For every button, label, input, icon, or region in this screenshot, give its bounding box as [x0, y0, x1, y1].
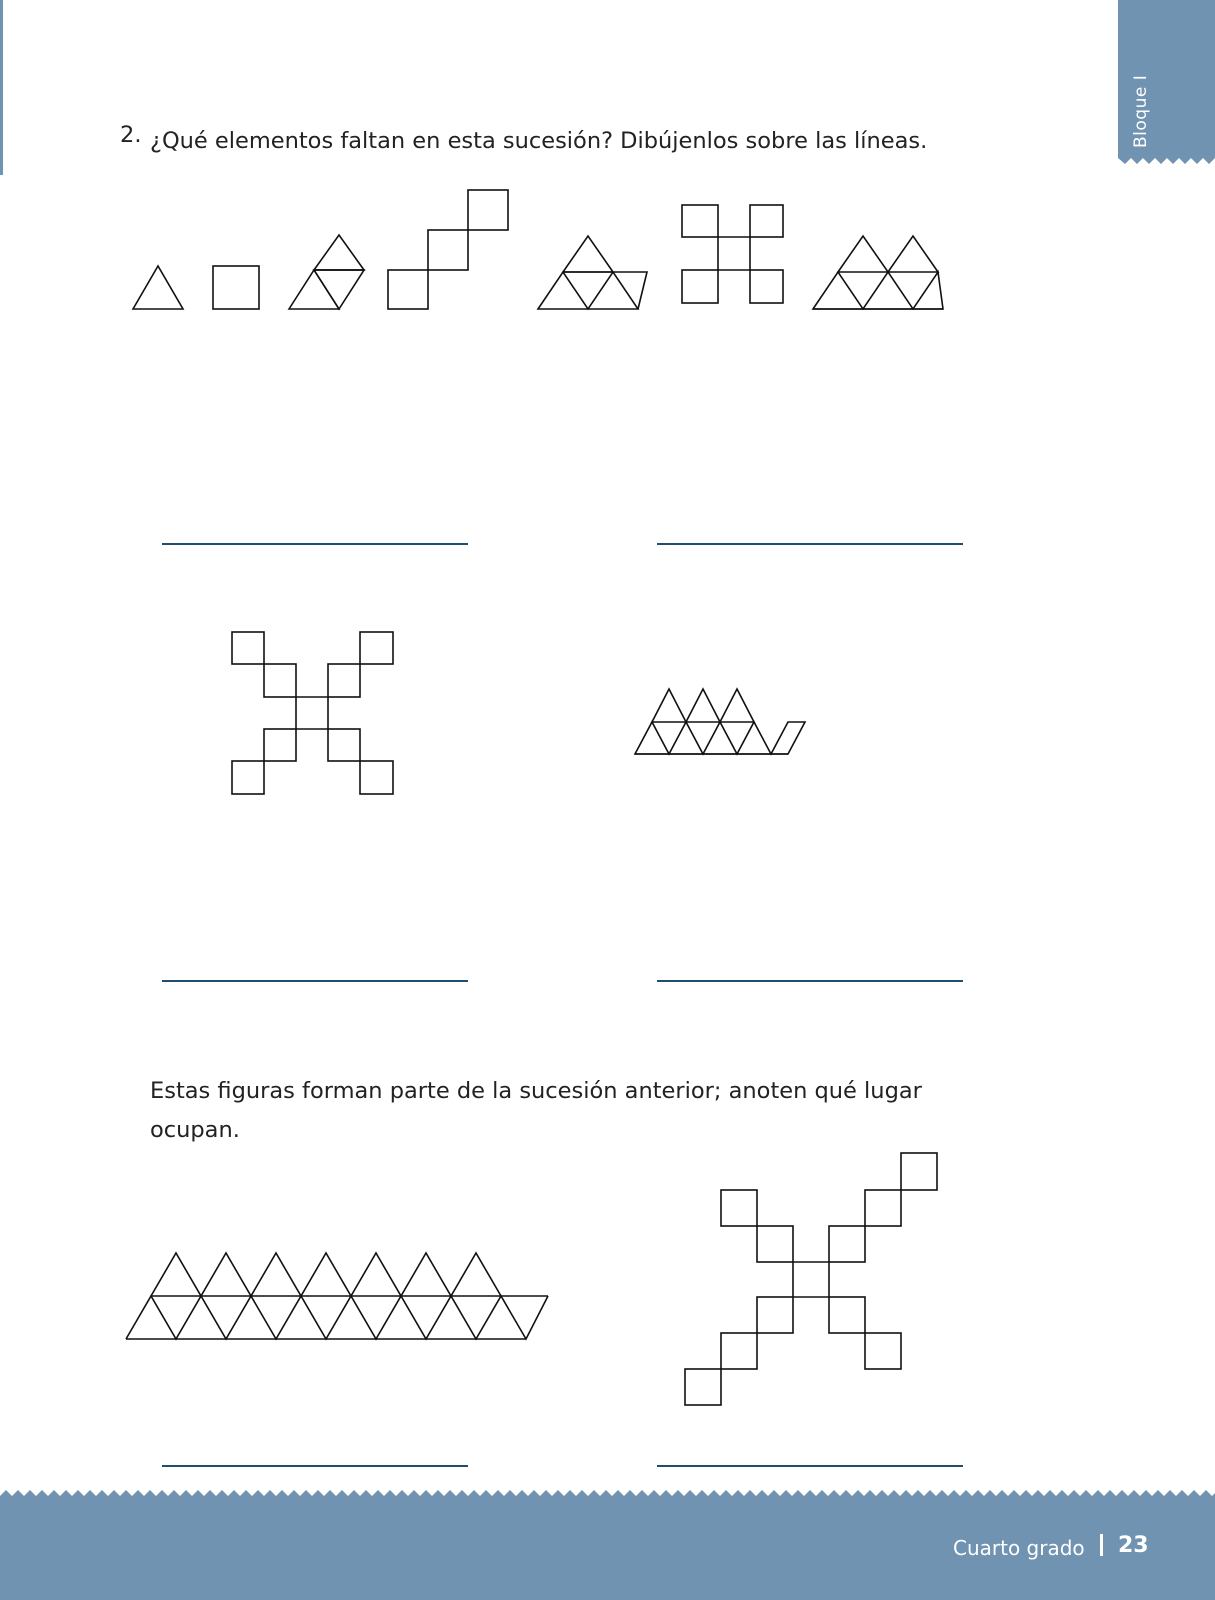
- answer-line-4[interactable]: [657, 980, 963, 982]
- figure-5-triangles: [538, 236, 647, 309]
- figure-2-square: [213, 266, 259, 309]
- figure-1-triangle: [133, 266, 183, 309]
- figure-6-cross-squares: [682, 205, 783, 303]
- answer-line-3[interactable]: [162, 980, 468, 982]
- figure-7-triangles: [813, 236, 943, 309]
- page-number: 23: [1118, 1533, 1149, 1558]
- figure-4-stair-squares: [388, 190, 508, 309]
- figure-long-triangles: [126, 1253, 548, 1339]
- question-number: 2.: [120, 122, 142, 148]
- answer-line-6[interactable]: [657, 1465, 963, 1467]
- bloque-label: Bloque I: [1131, 74, 1151, 148]
- footer-grade: Cuarto grado: [953, 1536, 1085, 1560]
- answer-line-2[interactable]: [657, 543, 963, 545]
- followup-text: Estas figuras forman parte de la sucesión anterior; anoten qué lugar ocupan.: [150, 1078, 922, 1143]
- figure-x-squares-large: [685, 1153, 937, 1405]
- figure-x-squares-small: [232, 632, 393, 794]
- figure-3-triangles: [289, 235, 364, 309]
- footer-separator: [1100, 1534, 1103, 1556]
- question-text: ¿Qué elementos faltan en esta sucesión? Dibújenlos sobre las líneas.: [150, 128, 928, 154]
- answer-line-1[interactable]: [162, 543, 468, 545]
- figure-triangles-row: [635, 689, 805, 754]
- answer-line-5[interactable]: [162, 1465, 468, 1467]
